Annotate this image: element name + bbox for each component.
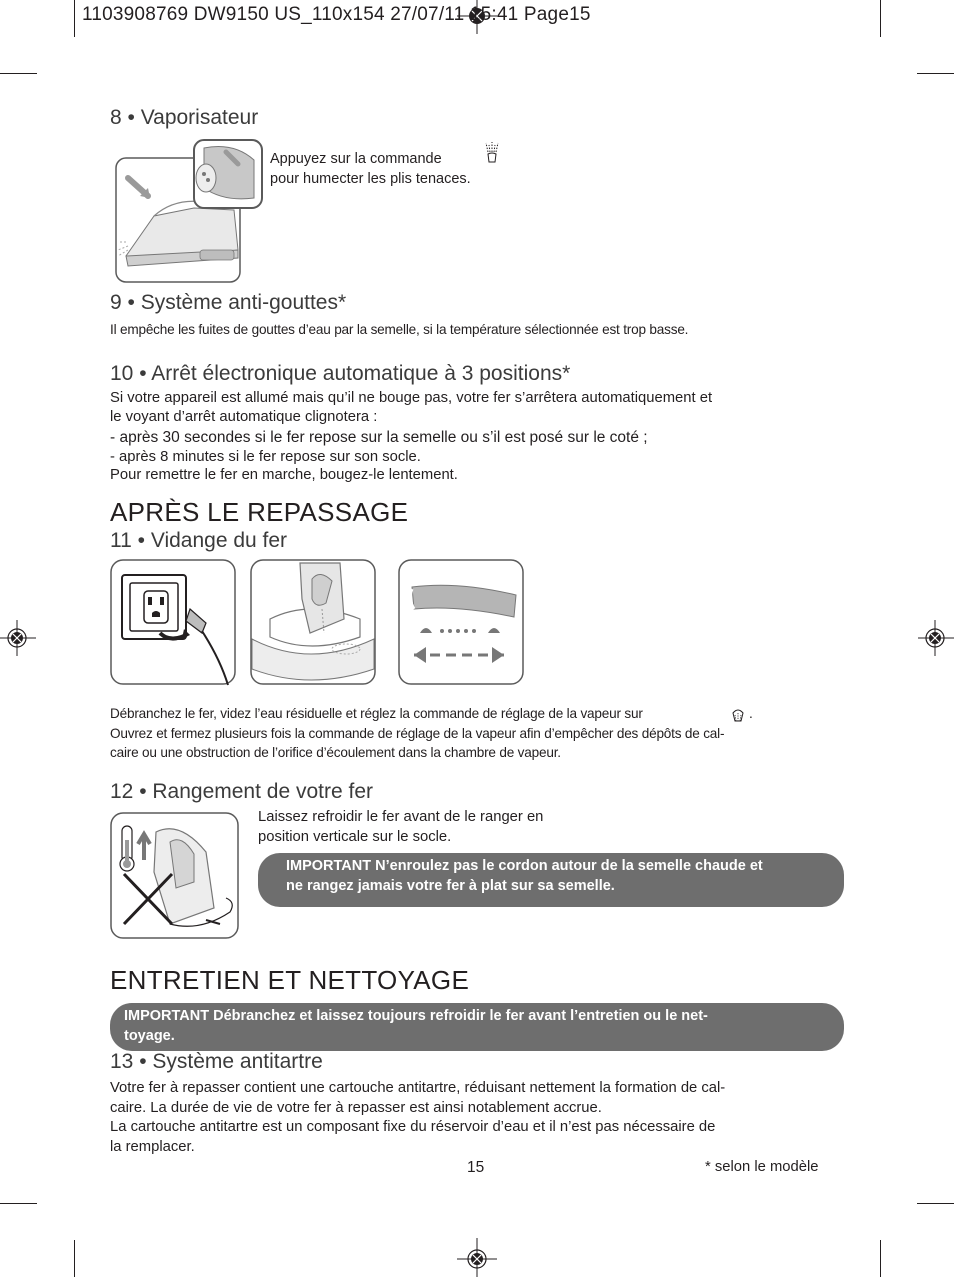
registration-mark-icon (0, 618, 36, 658)
steam-off-icon (729, 703, 747, 723)
empty-water-illustration (250, 559, 377, 686)
crop-mark (74, 0, 75, 37)
sec11-line-2: Ouvrez et fermez plusieurs fois la commande de réglage de la vapeur afin d’empêcher des dépôts de cal- (110, 726, 725, 741)
important-cord-line-2: ne rangez jamais votre fer à plat sur sa semelle. (286, 877, 615, 894)
sec8-text-line1 (270, 150, 442, 169)
apres-title: APRÈS LE REPASSAGE (110, 497, 409, 527)
crop-mark (880, 0, 881, 37)
section-9-heading: 9 • Système anti-gouttes* (110, 291, 347, 314)
important-maintenance-line-1: IMPORTANT Débranchez et laissez toujours refroidir le fer avant l’entretien ou le net- (124, 1008, 708, 1024)
print-slug: 1103908769 DW9150 US_110x154 27/07/11 15:41 Page15 (82, 4, 591, 25)
sec11-line1-text: Débranchez le fer, videz l’eau résiduelle et réglez la commande de réglage de la vapeur sur (110, 706, 643, 721)
footnote: * selon le modèle (705, 1159, 819, 1175)
crop-mark (0, 73, 37, 74)
crop-mark (74, 1240, 75, 1277)
sec13-line-1: Votre fer à repasser contient une cartouche antitartre, réduisant nettement la formation de cal- (110, 1080, 726, 1096)
spray-icon (483, 140, 501, 164)
sec13-line-4: la remplacer. (110, 1139, 195, 1155)
sec11-line1-end: . (749, 706, 753, 721)
section-8-heading: 8 • Vaporisateur (110, 106, 259, 129)
entretien-title: ENTRETIEN ET NETTOYAGE (110, 965, 470, 995)
important-cord-line-1: IMPORTANT N’enroulez pas le cordon autour de la semelle chaude et (286, 858, 763, 874)
registration-mark-icon (457, 1238, 497, 1277)
steam-dial-illustration (398, 559, 525, 686)
important-maintenance-line-2: toyage. (124, 1027, 175, 1044)
sec11-line-1 (110, 704, 643, 724)
section-13-heading: 13 • Système antitartre (110, 1050, 323, 1073)
sec8-line1: Appuyez sur la commande (270, 151, 442, 167)
sec12-line-2: position verticale sur le socle. (258, 829, 452, 845)
unplug-illustration (110, 559, 237, 686)
registration-mark-icon (918, 618, 954, 658)
sec13-line-2: caire. La durée de vie de votre fer à repasser est ainsi notablement accrue. (110, 1100, 602, 1116)
sec12-line-1: Laissez refroidir le fer avant de le ranger en (258, 809, 544, 825)
sec8-line2: pour humecter les plis tenaces. (270, 171, 471, 187)
sec10-line-3: - après 30 secondes si le fer repose sur la semelle ou s’il est posé sur le coté ; (110, 429, 648, 446)
crop-mark (917, 1203, 954, 1204)
sec9-text: Il empêche les fuites de gouttes d’eau par la semelle, si la température sélectionnée est trop basse. (110, 322, 689, 337)
page-number: 15 (467, 1159, 485, 1176)
sec10-line-4: - après 8 minutes si le fer repose sur son socle. (110, 449, 421, 465)
sec10-line-1: Si votre appareil est allumé mais qu’il ne bouge pas, votre fer s’arrêtera automatiquement et (110, 390, 713, 406)
sec11-line-3: caire ou une obstruction de l’orifice d’écoulement dans la chambre de vapeur. (110, 745, 561, 760)
sec13-line-3: La cartouche antitartre est un composant fixe du réservoir d’eau et il n’est pas nécessaire de (110, 1119, 716, 1135)
section-10-heading: 10 • Arrêt électronique automatique à 3 positions* (110, 362, 571, 385)
iron-spray-illustration (114, 138, 264, 286)
important-note-maintenance (110, 1003, 844, 1051)
sec10-line-5: Pour remettre le fer en marche, bougez-le lentement. (110, 467, 458, 483)
important-note-cord (258, 853, 844, 907)
section-12-heading: 12 • Rangement de votre fer (110, 780, 374, 803)
crop-mark (880, 1240, 881, 1277)
section-11-heading: 11 • Vidange du fer (110, 529, 288, 552)
iron-storage-illustration (110, 812, 240, 940)
crop-mark (0, 1203, 37, 1204)
sec10-line-2: le voyant d’arrêt automatique clignotera : (110, 409, 378, 425)
crop-mark (917, 73, 954, 74)
